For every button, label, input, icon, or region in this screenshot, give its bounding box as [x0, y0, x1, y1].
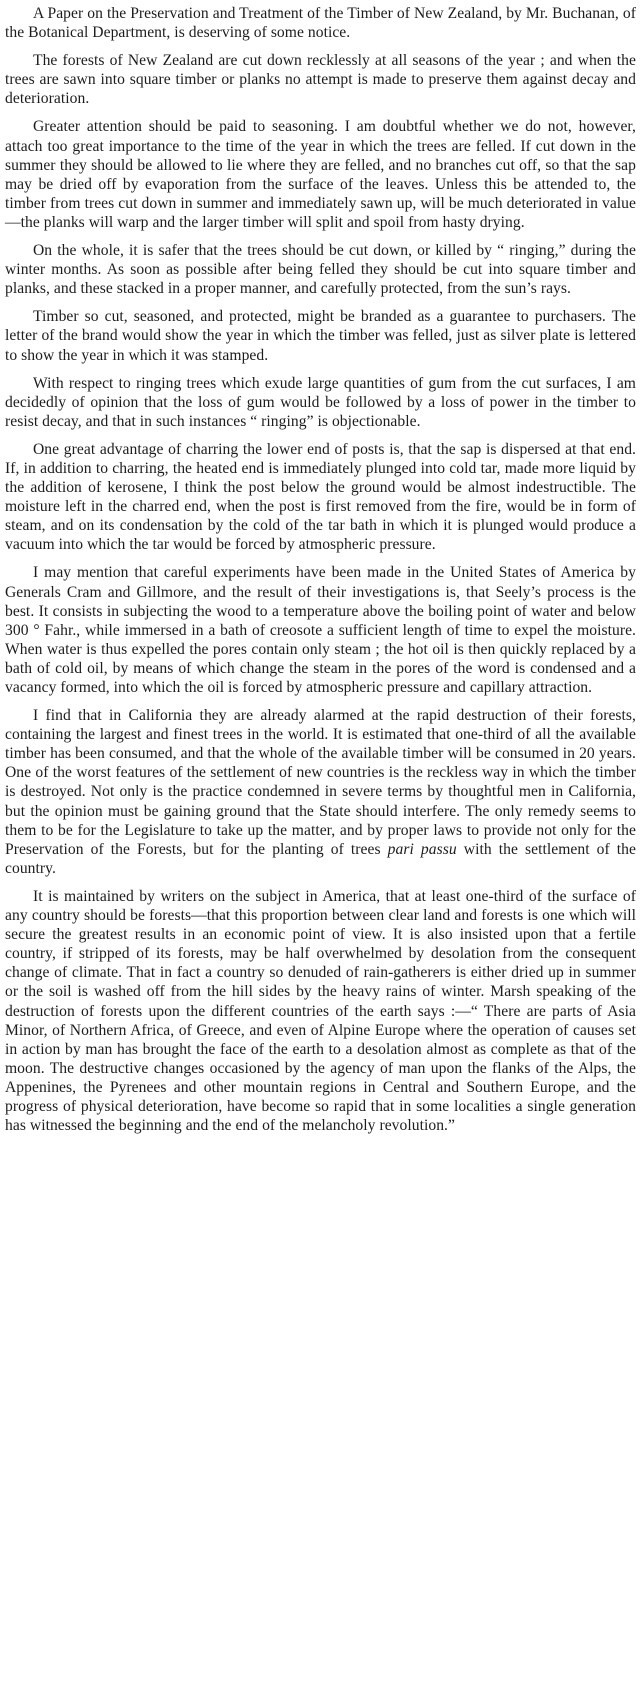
paragraph-california-tail: with the settlement of the country.: [5, 840, 636, 877]
paragraph-seely-process: I may mention that careful experiments have been made in the United States of America by Generals Cram and Gillmore, and the result of their investigations is, that Seely’s process is the best. It consists in subjecting the wood to a temperature above the boiling point of water and below 300 ° Fahr., while immersed in a bath of creosote a sufficient length of time to expel the moisture. When water is thus expelled the pores contain only steam ; the hot oil is then quickly replaced by a bath of cold oil, by means of which change the steam in the pores of the word is condensed and a vacancy formed, into which the oil is forced by atmospheric pressure and capillary attraction.: [5, 564, 636, 696]
paragraph-winter-felling: On the whole, it is safer that the trees should be cut down, or killed by “ ringing,” during the winter months. As soon as possible after being felled they should be cut into square timber and planks, and these stacked in a proper manner, and carefully protected, from the sun’s rays.: [5, 242, 636, 298]
latin-phrase: pari passu: [387, 840, 457, 858]
paragraph-california: [5, 706, 636, 878]
paragraph-america-forests: It is maintained by writers on the subject in America, that at least one-third of the surface of any country should be forests—that this proportion between clear land and forests is one which will secure the greatest results in an economic point of view. It is also insisted upon that a fertile country, if stripped of its forests, may be half overwhelmed by desolation from the consequent change of climate. That in fact a country so denuded of rain-gatherers is either dried up in summer or the soil is washed off from the hill sides by the heavy rains of winter. Marsh speaking of the destruction of forests upon the different countries of the earth says :—“ There are parts of Asia Minor, of Northern Africa, of Greece, and even of Alpine Europe where the operation of causes set in action by man has brought the face of the earth to a desolation almost as complete as that of the moon. The destructive changes occasioned by the agency of man upon the flanks of the Alps, the Appenines, the Pyrenees and other mountain regions in Central and Southern Europe, and the progress of physical deterioration, have become so rapid that in some localities a single generation has witnessed the beginning and the end of the melancholy revolution.”: [5, 887, 636, 1135]
article-body: [5, 4, 636, 1135]
paragraph-ringing-gum: With respect to ringing trees which exude large quantities of gum from the cut surfaces, I am decidedly of opinion that the loss of gum would be followed by a loss of power in the timber to resist decay, and that in such instances “ ringing” is objectionable.: [5, 374, 636, 430]
paragraph-charring-posts: One great advantage of charring the lower end of posts is, that the sap is dispersed at that end. If, in addition to charring, the heated end is immediately plunged into cold tar, made more liquid by the addition of kerosene, I think the post below the ground would be almost indestructible. The moisture left in the charred end, when the post is first removed from the fire, would be in form of steam, and on its condensation by the cold of the tar bath in which it is plunged would produce a vacuum into which the tar would be forced by atmospheric pressure.: [5, 440, 636, 554]
paragraph-branding: Timber so cut, seasoned, and protected, might be branded as a guarantee to purchasers. The letter of the brand would show the year in which the timber was felled, just as silver plate is lettered to show the year in which it was stamped.: [5, 308, 636, 364]
paragraph-california-text: I find that in California they are already alarmed at the rapid destruction of their forests, containing the largest and finest trees in the world. It is estimated that one-third of all the available timber has been consumed, and that the whole of the available timber will be consumed in 20 years. One of the worst features of the settlement of new countries is the reckless way in which the timber is destroyed. Not only is the practice condemned in severe terms by thoughtful men in California, but the opinion must be gaining ground that the State should interfere. The only remedy seems to them to be for the Legislature to take up the matter, and by proper laws to provide not only for the Preservation of the Forests, but for the planting of trees: [5, 707, 636, 858]
paragraph-intro: A Paper on the Preservation and Treatment of the Timber of New Zealand, by Mr. Buchanan, of the Botanical Department, is deserving of some notice.: [5, 5, 636, 42]
paragraph-forests-cut: The forests of New Zealand are cut down recklessly at all seasons of the year ; and when the trees are sawn into square timber or planks no attempt is made to preserve them against decay and deterioration.: [5, 52, 636, 108]
paragraph-seasoning: Greater attention should be paid to seasoning. I am doubtful whether we do not, however, attach too great importance to the time of the year in which the trees are felled. If cut down in the summer they should be allowed to lie where they are felled, and no branches cut off, so that the sap may be dried off by evaporation from the surface of the leaves. Unless this be attended to, the timber from trees cut down in summer and immediately sawn up, will be much deteriorated in value—the planks will warp and the larger timber will split and spoil from hasty drying.: [5, 118, 636, 231]
